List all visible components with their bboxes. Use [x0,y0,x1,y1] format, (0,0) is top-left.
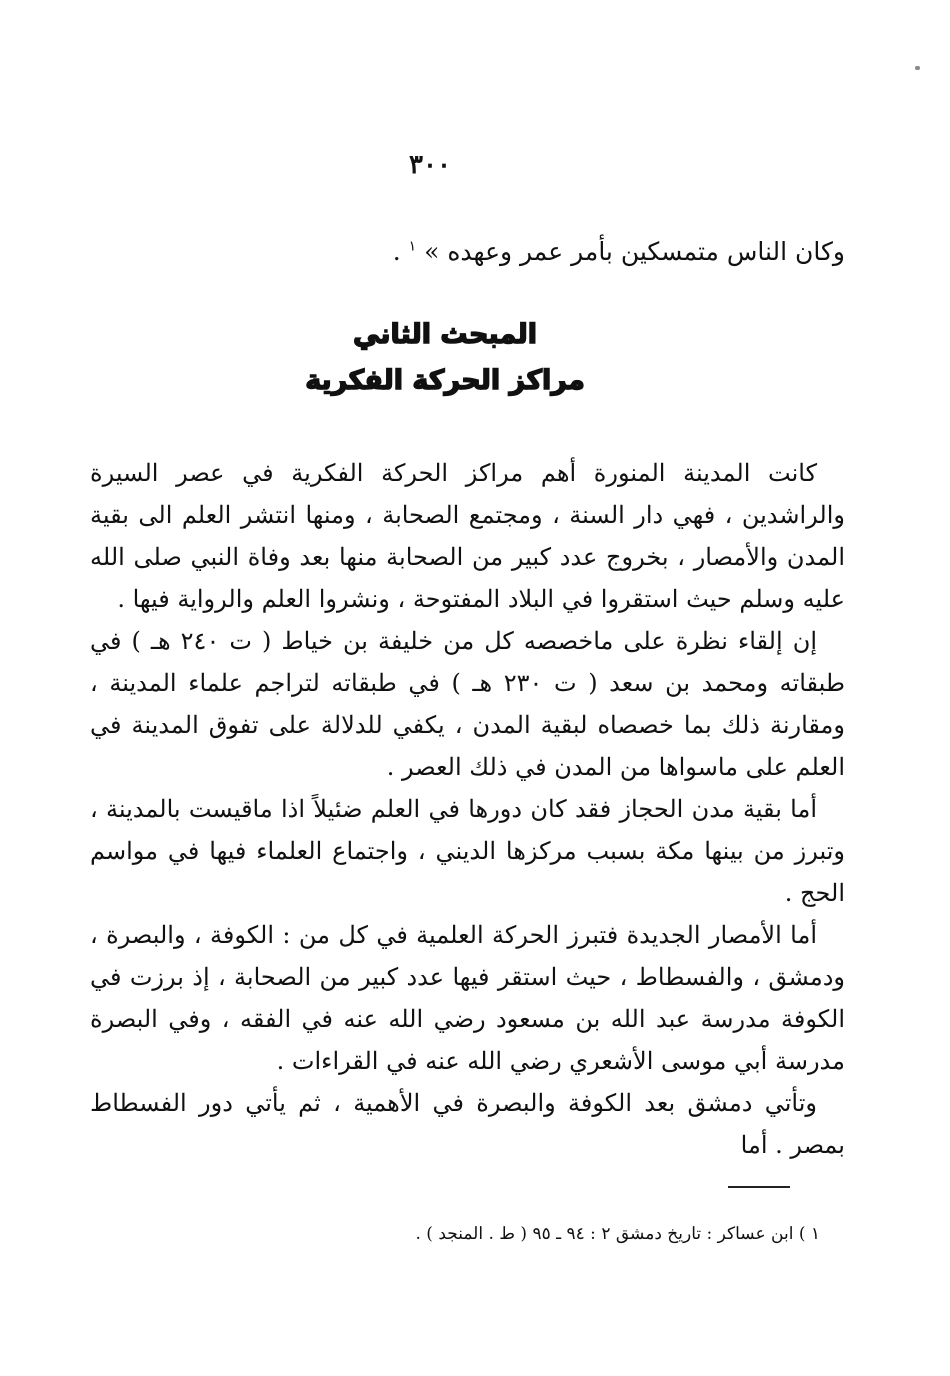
paragraph: أما الأمصار الجديدة فتبرز الحركة العلمية في كل من : الكوفة ، والبصرة ، ودمشق ، والفسطاط ، حيث استقر فيها عدد كبير من الصحابة ، إذ برزت في الكوفة مدرسة عبد الله بن مسعود رضي الله عنه في الفقه ، وفي البصرة مدرسة أبي موسى الأشعري رضي الله عنه في القراءات . [90,921,845,1075]
footnote-reference: ١ [408,238,417,255]
scan-speck [915,66,920,70]
section-heading-line-1: المبحث الثاني [353,319,537,350]
paragraph: وتأتي دمشق بعد الكوفة والبصرة في الأهمية ، ثم يأتي دور الفسطاط بمصر . أما [90,1089,845,1159]
paragraph: كانت المدينة المنورة أهم مراكز الحركة الفكرية في عصر السيرة والراشدين ، فهي دار السنة ، ومجتمع الصحابة ، ومنها انتشر العلم الى بقية المدن والأمصار ، بخروج عدد كبير من الصحابة منها بعد وفاة النبي صلى الله عليه وسلم حيث استقروا في البلاد المفتوحة ، ونشروا العلم والرواية فيها . [90,459,845,613]
section-heading-line-2: مراكز الحركة الفكرية [305,365,585,396]
body-text [90,452,845,1166]
paragraph: أما بقية مدن الحجاز فقد كان دورها في العلم ضئيلاً اذا ماقيست بالمدينة ، وتبرز من بينها مكة بسبب مركزها الديني ، واجتماع العلماء فيها في مواسم الحج . [90,795,845,907]
footnote: ١ ) ابن عساكر : تاريخ دمشق ٢ : ٩٤ ـ ٩٥ ( ط . المنجد ) . [415,1224,820,1244]
footnote-divider [728,1186,790,1188]
intro-text: وكان الناس متمسكين بأمر عمر وعهده » [424,237,845,266]
intro-line [85,232,845,272]
page-number: ٣٠٠ [409,150,451,180]
paragraph: إن إلقاء نظرة على ماخصصه كل من خليفة بن خياط ( ت ٢٤٠ هـ ) في طبقاته ومحمد بن سعد ( ت ٢٣٠ هـ ) في طبقاته لتراجم علماء المدينة ، ومقارنة ذلك بما خصصاه لبقية المدن ، يكفي للدلالة على تفوق المدينة في العلم على ماسواها من المدن في ذلك العصر . [90,627,845,781]
intro-end: . [392,237,409,266]
section-heading [0,312,890,404]
